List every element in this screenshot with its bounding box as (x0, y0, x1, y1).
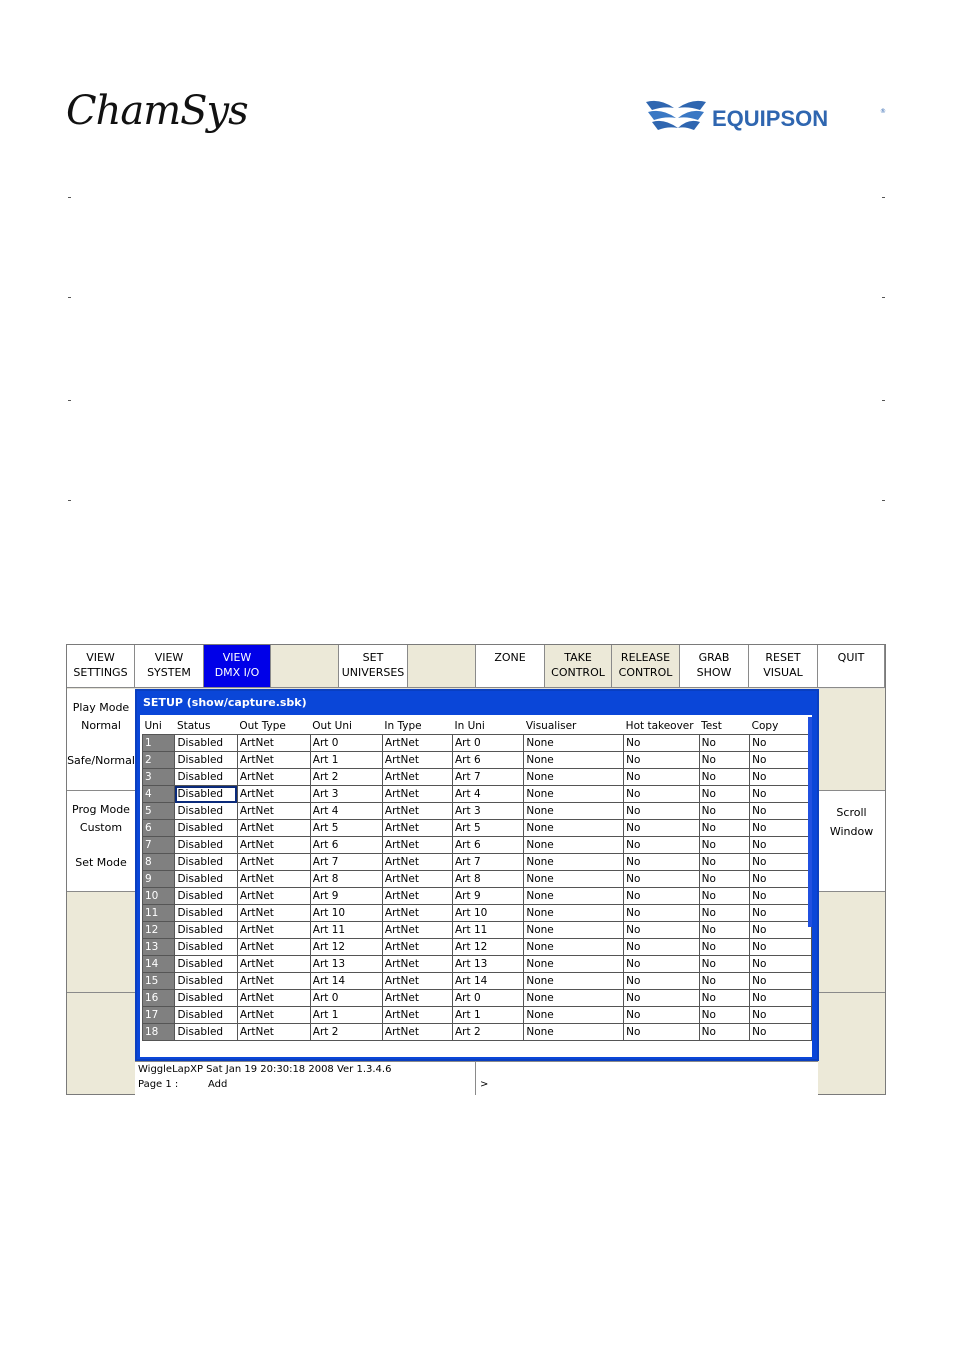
table-cell[interactable]: No (699, 973, 749, 990)
universe-number-cell[interactable]: 16 (143, 990, 175, 1007)
table-row (143, 905, 812, 922)
table-cell[interactable]: No (624, 922, 700, 939)
view-settings-button[interactable]: VIEW SETTINGS (67, 645, 135, 688)
table-cell[interactable]: Disabled (175, 752, 237, 769)
right-blank-button-2[interactable] (818, 892, 885, 993)
table-cell[interactable]: No (750, 973, 812, 990)
table-cell[interactable]: Art 7 (452, 854, 523, 871)
table-cell[interactable]: No (750, 803, 812, 820)
table-row (143, 1007, 812, 1024)
play-mode-toggle: Safe/Normal (67, 754, 135, 767)
table-cell[interactable]: No (750, 854, 812, 871)
table-cell[interactable]: ArtNet (237, 837, 310, 854)
table-row (143, 803, 812, 820)
table-cell[interactable]: No (699, 752, 749, 769)
table-cell[interactable]: None (524, 786, 624, 803)
table-cell[interactable]: None (524, 905, 624, 922)
table-cell[interactable]: ArtNet (237, 990, 310, 1007)
table-cell[interactable]: No (699, 939, 749, 956)
universe-number-cell[interactable]: 12 (143, 922, 175, 939)
table-cell[interactable]: None (524, 888, 624, 905)
table-row (143, 973, 812, 990)
grab-show-button[interactable]: GRAB SHOW (680, 645, 749, 688)
universe-number-cell[interactable]: 14 (143, 956, 175, 973)
status-info-panel (135, 1062, 476, 1095)
prog-mode-value: Custom (79, 821, 123, 834)
table-cell[interactable]: None (524, 922, 624, 939)
blank-button-2[interactable] (408, 645, 476, 688)
table-cell[interactable]: Art 1 (310, 1007, 382, 1024)
column-header: Uni (144, 719, 162, 732)
table-cell[interactable]: Art 11 (310, 922, 382, 939)
table-cell[interactable]: Disabled (175, 820, 237, 837)
table-cell[interactable]: Art 13 (452, 956, 523, 973)
table-row (143, 888, 812, 905)
edge-tick (882, 197, 885, 198)
table-cell[interactable]: Art 8 (310, 871, 382, 888)
take-control-button[interactable]: TAKE CONTROL (545, 645, 612, 688)
table-cell[interactable]: Art 0 (452, 990, 523, 1007)
column-header: In Uni (454, 719, 485, 732)
table-row (143, 820, 812, 837)
table-cell[interactable]: Art 8 (452, 871, 523, 888)
table-cell[interactable]: Art 4 (452, 786, 523, 803)
play-mode-value: Normal (81, 719, 121, 732)
table-cell[interactable]: None (524, 1024, 624, 1041)
table-cell[interactable]: Disabled (175, 854, 237, 871)
table-cell[interactable]: No (699, 990, 749, 1007)
table-cell[interactable]: ArtNet (237, 735, 310, 752)
table-cell[interactable]: None (524, 837, 624, 854)
table-cell[interactable]: Art 9 (310, 888, 382, 905)
prog-mode-button[interactable] (67, 791, 135, 892)
table-cell[interactable]: Art 0 (310, 990, 382, 1007)
table-cell[interactable]: No (750, 990, 812, 1007)
table-cell[interactable]: ArtNet (382, 820, 452, 837)
left-blank-button-2[interactable] (67, 993, 135, 1094)
column-header: Test (701, 719, 722, 732)
right-blank-button-1[interactable] (818, 689, 885, 791)
table-cell[interactable]: ArtNet (382, 973, 452, 990)
table-cell[interactable]: No (699, 735, 749, 752)
edge-tick (68, 297, 71, 298)
universe-number-cell[interactable]: 17 (143, 1007, 175, 1024)
table-cell[interactable]: ArtNet (237, 905, 310, 922)
right-blank-button-3[interactable] (818, 993, 885, 1094)
table-cell[interactable]: Disabled (175, 1007, 237, 1024)
table-row (143, 769, 812, 786)
table-cell[interactable]: ArtNet (382, 752, 452, 769)
table-cell[interactable]: No (699, 1007, 749, 1024)
table-row (143, 854, 812, 871)
universe-number-cell[interactable]: 6 (143, 820, 175, 837)
page-indicator: Page 1 : (138, 1079, 179, 1090)
table-cell[interactable]: Art 6 (452, 837, 523, 854)
table-cell[interactable]: No (699, 820, 749, 837)
reset-visual-button[interactable]: RESET VISUAL (749, 645, 818, 688)
table-cell[interactable]: Art 14 (310, 973, 382, 990)
table-cell[interactable]: No (750, 939, 812, 956)
table-cell[interactable]: Disabled (175, 956, 237, 973)
table-cell[interactable]: None (524, 871, 624, 888)
table-cell[interactable]: No (699, 803, 749, 820)
table-cell[interactable]: No (624, 939, 700, 956)
table-cell[interactable]: ArtNet (382, 1007, 452, 1024)
edge-tick (882, 297, 885, 298)
table-cell[interactable]: ArtNet (237, 871, 310, 888)
set-universes-button[interactable]: SET UNIVERSES (339, 645, 408, 688)
edge-tick (882, 400, 885, 401)
equipson-wing-icon (644, 96, 708, 140)
table-cell[interactable]: ArtNet (382, 769, 452, 786)
table-cell[interactable]: ArtNet (382, 871, 452, 888)
table-cell[interactable]: Disabled (175, 735, 237, 752)
column-header: Hot takeover (625, 719, 694, 732)
table-cell[interactable]: Art 7 (310, 854, 382, 871)
table-cell[interactable]: ArtNet (382, 854, 452, 871)
table-cell[interactable]: Disabled (175, 888, 237, 905)
status-bar (135, 1061, 818, 1095)
table-cell[interactable]: ArtNet (237, 973, 310, 990)
table-cell[interactable]: Art 0 (310, 735, 382, 752)
table-cell[interactable]: ArtNet (382, 888, 452, 905)
table-cell[interactable]: None (524, 803, 624, 820)
table-cell[interactable]: None (524, 990, 624, 1007)
equipson-logo (644, 96, 888, 140)
quit-button[interactable]: QUIT (818, 645, 885, 688)
table-cell[interactable]: No (624, 990, 700, 1007)
table-cell[interactable]: None (524, 956, 624, 973)
table-row (143, 922, 812, 939)
universe-number-cell[interactable]: 5 (143, 803, 175, 820)
table-cell[interactable]: Art 10 (310, 905, 382, 922)
window-body (140, 715, 812, 1057)
table-cell[interactable]: Disabled (175, 786, 237, 803)
universe-number-cell[interactable]: 10 (143, 888, 175, 905)
column-header: Copy (751, 719, 779, 732)
table-cell[interactable]: ArtNet (237, 939, 310, 956)
table-cell[interactable]: No (624, 973, 700, 990)
column-header: Out Uni (312, 719, 352, 732)
table-cell[interactable]: No (699, 837, 749, 854)
table-cell[interactable]: No (750, 1024, 812, 1041)
table-cell[interactable]: Art 5 (310, 820, 382, 837)
table-cell[interactable]: Disabled (175, 803, 237, 820)
table-cell[interactable]: No (699, 888, 749, 905)
play-mode-title: Play Mode (72, 701, 130, 714)
universe-number-cell[interactable]: 15 (143, 973, 175, 990)
universe-number-cell[interactable]: 2 (143, 752, 175, 769)
table-cell[interactable]: Disabled (175, 905, 237, 922)
table-cell[interactable]: No (624, 752, 700, 769)
left-blank-button-1[interactable] (67, 892, 135, 993)
table-cell[interactable]: No (699, 854, 749, 871)
system-info-text: WiggleLapXP Sat Jan 19 20:30:18 2008 Ver 1.3.4.6 (138, 1064, 392, 1075)
universe-number-cell[interactable]: 3 (143, 769, 175, 786)
table-row (143, 939, 812, 956)
registered-mark: ® (880, 108, 886, 115)
table-cell[interactable]: Disabled (175, 837, 237, 854)
table-cell[interactable]: No (699, 905, 749, 922)
table-cell[interactable]: ArtNet (237, 803, 310, 820)
table-cell[interactable]: No (624, 769, 700, 786)
table-cell[interactable]: No (699, 1024, 749, 1041)
table-cell[interactable]: ArtNet (237, 820, 310, 837)
edge-tick (68, 500, 71, 501)
table-cell[interactable]: Disabled (175, 939, 237, 956)
column-header: Status (176, 719, 211, 732)
view-dmx-io-button[interactable]: VIEW DMX I/O (204, 645, 271, 688)
scroll-window-label: Scroll Window (829, 806, 874, 838)
table-cell[interactable]: ArtNet (382, 939, 452, 956)
table-cell[interactable]: None (524, 769, 624, 786)
table-row (143, 1024, 812, 1041)
table-cell[interactable]: Art 2 (452, 1024, 523, 1041)
table-row (143, 871, 812, 888)
table-cell[interactable]: ArtNet (237, 1024, 310, 1041)
table-cell[interactable]: No (624, 871, 700, 888)
table-cell[interactable]: Art 13 (310, 956, 382, 973)
table-cell[interactable]: No (750, 871, 812, 888)
table-cell[interactable]: No (699, 922, 749, 939)
table-cell[interactable]: No (624, 786, 700, 803)
universe-number-cell[interactable]: 11 (143, 905, 175, 922)
table-cell[interactable]: None (524, 820, 624, 837)
table-cell[interactable]: Art 3 (310, 786, 382, 803)
table-row (143, 990, 812, 1007)
blank-button-1[interactable] (271, 645, 339, 688)
universe-number-cell[interactable]: 8 (143, 854, 175, 871)
table-cell[interactable]: No (624, 803, 700, 820)
prog-mode-title: Prog Mode (72, 803, 130, 816)
table-cell[interactable]: Art 7 (452, 769, 523, 786)
table-cell[interactable]: No (624, 820, 700, 837)
table-cell[interactable]: No (624, 854, 700, 871)
column-header: In Type (384, 719, 422, 732)
table-cell[interactable]: Art 6 (452, 752, 523, 769)
table-cell[interactable]: No (750, 769, 812, 786)
table-cell[interactable]: No (624, 956, 700, 973)
table-cell[interactable]: Art 4 (310, 803, 382, 820)
table-cell[interactable]: ArtNet (237, 752, 310, 769)
table-cell[interactable]: No (624, 1024, 700, 1041)
table-cell[interactable]: Art 10 (452, 905, 523, 922)
universe-number-cell[interactable]: 13 (143, 939, 175, 956)
table-cell[interactable]: No (624, 735, 700, 752)
table-cell[interactable]: ArtNet (382, 905, 452, 922)
table-cell[interactable]: No (699, 871, 749, 888)
equipson-wordmark: EQUIPSON (712, 106, 829, 131)
table-cell[interactable]: Art 3 (452, 803, 523, 820)
table-header-row (143, 717, 812, 735)
table-cell[interactable]: ArtNet (237, 769, 310, 786)
table-cell[interactable]: Art 14 (452, 973, 523, 990)
table-cell[interactable]: ArtNet (382, 922, 452, 939)
table-cell[interactable]: No (750, 820, 812, 837)
universe-number-cell[interactable]: 9 (143, 871, 175, 888)
table-cell[interactable]: No (750, 888, 812, 905)
universe-number-cell[interactable]: 18 (143, 1024, 175, 1041)
table-cell[interactable]: Disabled (175, 990, 237, 1007)
table-cell[interactable]: No (750, 735, 812, 752)
edge-tick (882, 500, 885, 501)
table-cell[interactable]: None (524, 973, 624, 990)
table-cell[interactable]: ArtNet (382, 786, 452, 803)
table-row (143, 786, 812, 803)
table-cell[interactable]: No (750, 905, 812, 922)
table-cell[interactable]: No (624, 905, 700, 922)
view-system-button[interactable]: VIEW SYSTEM (135, 645, 204, 688)
mode-indicator: Add (208, 1079, 228, 1090)
table-cell[interactable]: No (750, 786, 812, 803)
table-cell[interactable]: Art 2 (310, 1024, 382, 1041)
table-cell[interactable]: ArtNet (237, 956, 310, 973)
table-cell[interactable]: None (524, 939, 624, 956)
command-line[interactable] (477, 1062, 818, 1095)
column-header: Out Type (239, 719, 286, 732)
table-cell[interactable]: ArtNet (382, 990, 452, 1007)
vertical-scrollbar[interactable] (808, 717, 812, 927)
table-cell[interactable]: No (750, 922, 812, 939)
command-prompt: > (480, 1079, 489, 1090)
table-cell[interactable]: Art 9 (452, 888, 523, 905)
table-row (143, 752, 812, 769)
universe-number-cell[interactable]: 1 (143, 735, 175, 752)
setup-window (135, 689, 819, 1061)
zone-button[interactable]: ZONE (476, 645, 545, 688)
table-cell[interactable]: No (699, 956, 749, 973)
table-cell[interactable]: None (524, 735, 624, 752)
table-cell[interactable]: No (699, 786, 749, 803)
table-cell[interactable]: No (624, 888, 700, 905)
table-cell[interactable]: Art 11 (452, 922, 523, 939)
table-cell[interactable]: No (750, 956, 812, 973)
table-cell[interactable]: Disabled (175, 1024, 237, 1041)
table-cell[interactable]: ArtNet (382, 1024, 452, 1041)
table-cell[interactable]: ArtNet (237, 854, 310, 871)
right-panel (818, 689, 885, 1094)
universe-number-cell[interactable]: 7 (143, 837, 175, 854)
table-cell[interactable]: Art 1 (452, 1007, 523, 1024)
table-cell[interactable]: ArtNet (237, 786, 310, 803)
table-cell[interactable]: Disabled (175, 973, 237, 990)
table-cell[interactable]: Disabled (175, 922, 237, 939)
table-cell[interactable]: ArtNet (382, 803, 452, 820)
table-cell[interactable]: ArtNet (382, 837, 452, 854)
table-cell[interactable]: Art 5 (452, 820, 523, 837)
table-cell[interactable]: None (524, 752, 624, 769)
release-control-button[interactable]: RELEASE CONTROL (612, 645, 680, 688)
table-cell[interactable]: Disabled (175, 871, 237, 888)
table-row (143, 735, 812, 752)
universe-table (142, 717, 812, 1041)
chamsys-logo: ChamSys (66, 88, 248, 134)
table-cell[interactable]: No (699, 769, 749, 786)
universe-number-cell[interactable]: 4 (143, 786, 175, 803)
table-cell[interactable]: None (524, 854, 624, 871)
table-cell[interactable]: Art 6 (310, 837, 382, 854)
prog-mode-toggle: Set Mode (75, 856, 127, 869)
table-cell[interactable]: No (624, 837, 700, 854)
edge-tick (68, 197, 71, 198)
table-row (143, 837, 812, 854)
table-cell[interactable]: ArtNet (382, 956, 452, 973)
scroll-window-button[interactable] (818, 791, 885, 892)
table-cell[interactable]: ArtNet (382, 735, 452, 752)
left-panel (67, 689, 135, 1094)
table-cell[interactable]: No (624, 1007, 700, 1024)
play-mode-button[interactable] (67, 689, 135, 791)
console-screen (66, 644, 886, 1095)
table-cell[interactable]: Art 1 (310, 752, 382, 769)
table-cell[interactable]: None (524, 1007, 624, 1024)
table-cell[interactable]: ArtNet (237, 888, 310, 905)
table-row (143, 956, 812, 973)
top-toolbar (67, 645, 885, 689)
table-cell[interactable]: No (750, 837, 812, 854)
table-cell[interactable]: ArtNet (237, 1007, 310, 1024)
table-cell[interactable]: Art 0 (452, 735, 523, 752)
edge-tick (68, 400, 71, 401)
table-cell[interactable]: No (750, 1007, 812, 1024)
table-cell[interactable]: Art 2 (310, 769, 382, 786)
table-cell[interactable]: Disabled (175, 769, 237, 786)
table-cell[interactable]: Art 12 (310, 939, 382, 956)
column-header: Visualiser (525, 719, 577, 732)
table-cell[interactable]: Art 12 (452, 939, 523, 956)
window-title: SETUP (show/capture.sbk) (143, 696, 307, 709)
table-cell[interactable]: No (750, 752, 812, 769)
table-cell[interactable]: ArtNet (237, 922, 310, 939)
